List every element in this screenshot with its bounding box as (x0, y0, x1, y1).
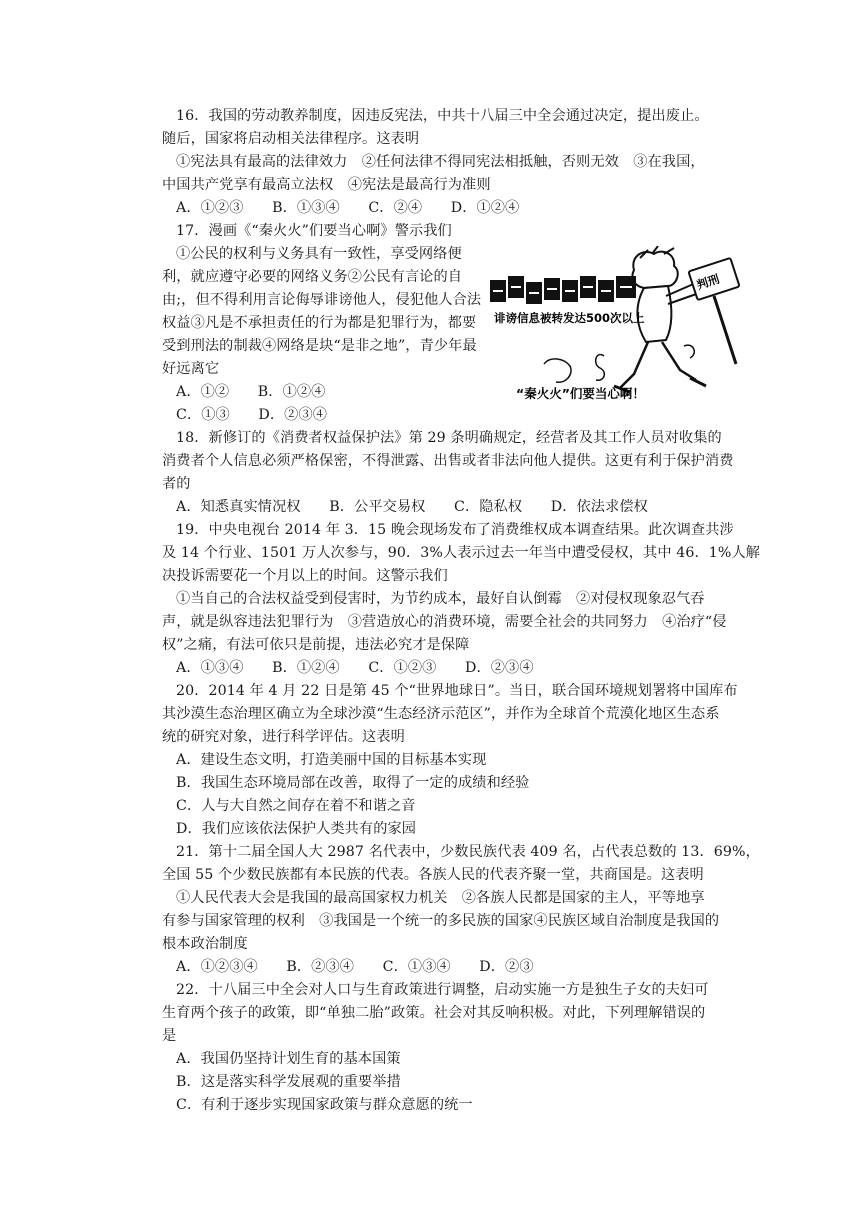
q20-option-d: D．我们应该依法保护人类共有的家园 (176, 821, 417, 837)
q17-statements-line-2: 利，就应遵守必要的网络义务②公民有言论的自 (162, 269, 463, 285)
q17-statements-line-3: 由;，但不得利用言论侮辱诽谤他人，侵犯他人合法 (162, 292, 482, 308)
q21-stem-line-1: 21．第十二届全国人大 2987 名代表中，少数民族代表 409 名，占代表总数的 13．69%， (176, 844, 760, 860)
q17-options-row-1: A．①② B．①②④ (176, 384, 326, 400)
q21-options: A．①②③④ B．②③④ C．①③④ D．②③ (176, 959, 534, 975)
cartoon-banner-blocks (490, 276, 636, 304)
q17-statements-line-6: 好远离它 (162, 361, 220, 377)
q22-option-c: C．有利于逐步实现国家政策与群众意愿的统一 (176, 1097, 473, 1113)
q16-statements-line-2: 中国共产党享有最高立法权 ④宪法是最高行为准则 (162, 177, 491, 193)
q18-options: A．知悉真实情况权 B．公平交易权 C．隐私权 D．依法求偿权 (176, 499, 648, 515)
q17-statements-line-4: 权益③凡是不承担责任的行为都是犯罪行为，都要 (162, 315, 477, 331)
q21-statements-line-3: 根本政治制度 (162, 936, 248, 952)
q17-statements-line-5: 受到刑法的制裁④网络是块“是非之地”，青少年最 (162, 338, 477, 354)
q18-stem-line-3: 者的 (162, 476, 191, 492)
q16-stem-line-1: 16．我国的劳动教养制度，因违反宪法，中共十八届三中全会通过决定，提出废止。 (176, 108, 709, 124)
q20-stem-line-1: 20．2014 年 4 月 22 日是第 45 个“世界地球日”。当日，联合国环境规划署将中国库布 (176, 683, 738, 699)
q18-stem-line-2: 消费者个人信息必须严格保密，不得泄露、出售或者非法向他人提供。这更有利于保护消费 (162, 453, 734, 469)
q21-statements-line-2: 有参与国家管理的权利 ③我国是一个统一的多民族的国家④民族区域自治制度是我国的 (162, 913, 720, 929)
q22-option-b: B．这是落实科学发展观的重要举措 (176, 1074, 401, 1090)
q22-stem-line-2: 生育两个孩子的政策，即“单独二胎”政策。社会对其反响积极。对此，下列理解错误的 (162, 1005, 706, 1021)
cartoon-illustration (484, 246, 742, 406)
q20-option-a: A．建设生态文明，打造美丽中国的目标基本实现 (176, 752, 487, 768)
cartoon-banner-text: 诽谤信息被转发达500次以上 (494, 311, 645, 325)
q17-statements-line-1: ①公民的权利与义务具有一致性，享受网络便 (176, 246, 462, 262)
q22-option-a: A．我国仍坚持计划生育的基本国策 (176, 1051, 401, 1067)
q17-stem: 17．漫画《“秦火火”们要当心啊》警示我们 (176, 223, 452, 239)
q21-stem-line-2: 全国 55 个少数民族都有本民族的代表。各族人民的代表齐聚一堂，共商国是。这表明 (162, 867, 704, 883)
q19-stem-line-3: 决投诉需要花一个月以上的时间。这警示我们 (162, 568, 448, 584)
q22-stem-line-1: 22．十八届三中全会对人口与生育政策进行调整，启动实施一方是独生子女的夫妇可 (176, 982, 709, 998)
q19-statements-line-2: 声，就是纵容违法犯罪行为 ③营造放心的消费环境，需要全社会的共同努力 ④治疗“侵 (162, 614, 727, 630)
q19-options: A．①③④ B．①②④ C．①②③ D．②③④ (176, 660, 534, 676)
q20-stem-line-3: 统的研究对象，进行科学评估。这表明 (162, 729, 405, 745)
q20-option-c: C．人与大自然之间存在着不和谐之音 (176, 798, 416, 814)
q19-stem-line-2: 及 14 个行业、1501 万人次参与，90．3%人表示过去一年当中遭受侵权，其中 46．1%人解 (162, 545, 761, 561)
q21-statements-line-1: ①人民代表大会是我国的最高国家权力机关 ②各族人民都是国家的主人，平等地享 (176, 890, 705, 906)
cartoon-caption: “秦火火”们要当心啊！ (516, 386, 645, 401)
q22-stem-line-3: 是 (162, 1028, 177, 1044)
q16-options: A．①②③ B．①③④ C．②④ D．①②④ (176, 200, 520, 216)
q19-statements-line-1: ①当自己的合法权益受到侵害时，为节约成本，最好自认倒霉 ②对侵权现象忍气吞 (176, 591, 705, 607)
q17-options-row-2: C．①③ D．②③④ (176, 407, 328, 423)
cartoon-sign-text: 判刑 (694, 271, 722, 293)
q20-stem-line-2: 其沙漠生态治理区确立为全球沙漠“生态经济示范区”，并作为全球首个荒漠化地区生态系 (162, 706, 720, 722)
q19-statements-line-3: 权”之痛，有法可依只是前提，违法必究才是保障 (162, 637, 470, 653)
q19-stem-line-1: 19．中央电视台 2014 年 3．15 晚会现场发布了消费维权成本调查结果。此次调查共涉 (176, 522, 734, 538)
q16-statements-line-1: ①宪法具有最高的法律效力 ②任何法律不得同宪法相抵触，否则无效 ③在我国， (176, 154, 705, 170)
q20-option-b: B．我国生态环境局部在改善，取得了一定的成绩和经验 (176, 775, 530, 791)
q16-stem-line-2: 随后，国家将启动相关法律程序。这表明 (162, 131, 420, 147)
q18-stem-line-1: 18．新修订的《消费者权益保护法》第 29 条明确规定，经营者及其工作人员对收集的 (176, 430, 722, 446)
